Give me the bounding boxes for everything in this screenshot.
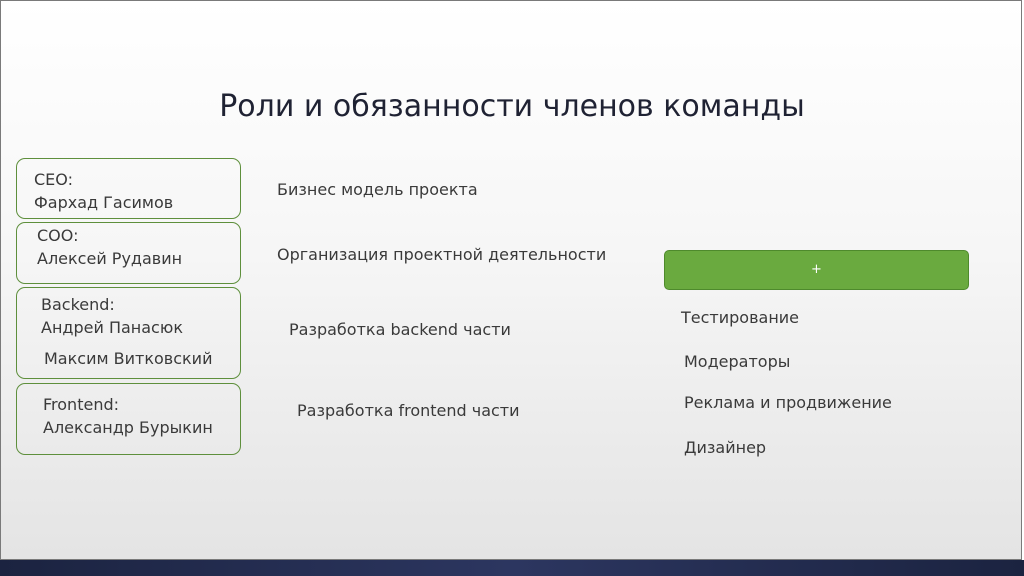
role-label-coo: COO:	[37, 226, 79, 245]
right-item-moderators: Модераторы	[684, 352, 791, 371]
role-name-ceo: Фархад Гасимов	[34, 193, 174, 212]
right-item-testing: Тестирование	[681, 308, 800, 327]
role-name-coo: Алексей Рудавин	[37, 249, 183, 268]
duty-business-model: Бизнес модель проекта	[277, 180, 478, 199]
duty-frontend-development: Разработка frontend части	[297, 401, 520, 420]
slide-title: Роли и обязанности членов команды	[219, 89, 805, 124]
role-label-backend: Backend:	[41, 295, 115, 314]
role-name-backend-1: Андрей Панасюк	[41, 318, 183, 337]
duty-project-organization: Организация проектной деятельности	[277, 245, 607, 264]
role-label-frontend: Frontend:	[43, 395, 119, 414]
role-name-backend-2: Максим Витковский	[44, 349, 213, 368]
add-bar-button[interactable]: +	[664, 250, 969, 290]
bottom-bar	[0, 560, 1024, 576]
duty-backend-development: Разработка backend части	[289, 320, 511, 339]
right-item-marketing: Реклама и продвижение	[684, 393, 892, 412]
role-label-ceo: CEO:	[34, 170, 73, 189]
right-item-designer: Дизайнер	[684, 438, 767, 457]
role-name-frontend: Александр Бурыкин	[43, 418, 213, 437]
